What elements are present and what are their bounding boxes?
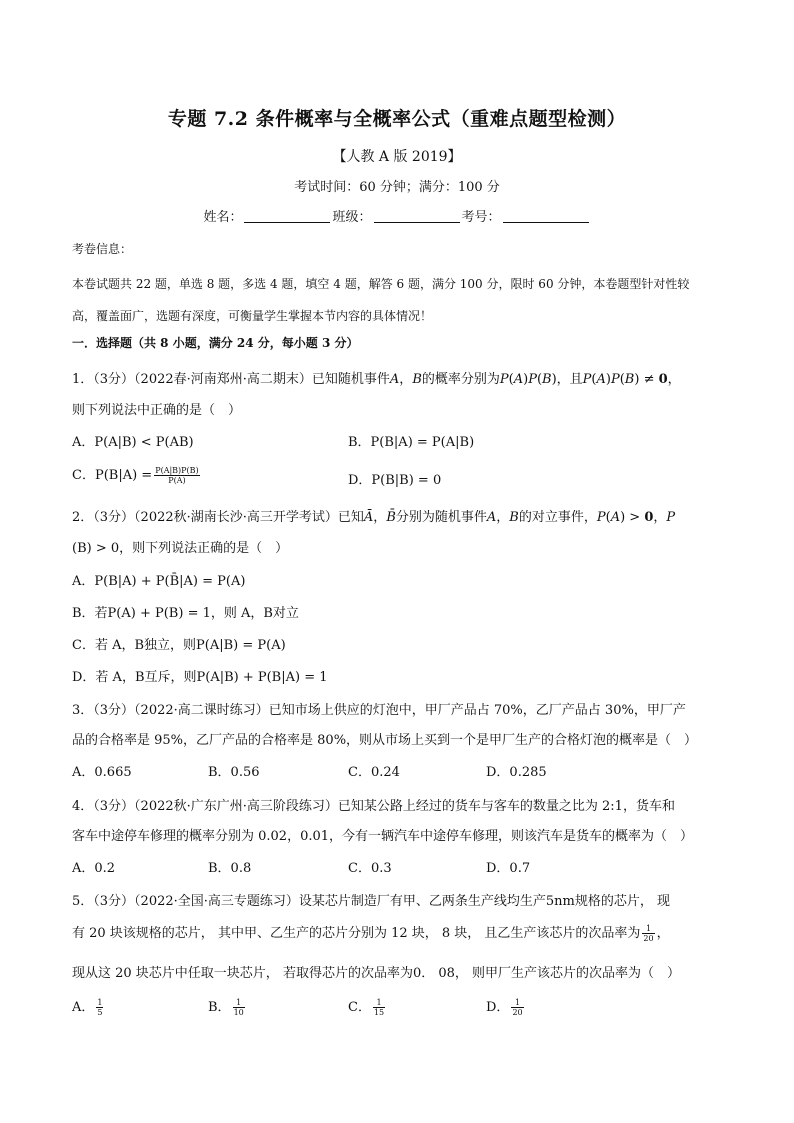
q4-option-a[interactable]: A．0.2: [72, 861, 116, 876]
q5-line-2: 有 20 块该规格的芯片， 其中甲、乙生产的芯片分别为 12 块， 8 块， 且乙生产该芯片的次品率为 $\frac{1}{20}$ ，: [72, 924, 670, 943]
q5-option-c[interactable]: C． $\frac{1}{15}$: [348, 998, 385, 1017]
q5-option-d[interactable]: D． $\frac{1}{20}$: [486, 998, 523, 1017]
info-label: 考卷信息：: [72, 242, 133, 256]
student-fields: [0, 206, 794, 225]
q5-option-a[interactable]: A． $\frac{1}{5}$: [72, 998, 103, 1017]
q3-line-1: 3．（3分）（2022·高二课时练习）已知市场上供应的灯泡中，甲厂产品占 70%，乙厂产品占 30%，甲厂产: [72, 703, 686, 718]
q2-option-c[interactable]: C．若 A，B独立，则P(A|B) = P(A): [72, 638, 286, 653]
q4-line-1: 4．（3分）（2022秋·广东广州·高三阶段练习）已知某公路上经过的货车与客车的数量之比为 2:1，货车和: [72, 799, 675, 814]
q1-option-a[interactable]: A．P(A|B) < P(AB): [72, 435, 194, 450]
q5-line-1: 5．（3分）（2022·全国·高三专题练习）设某芯片制造厂有甲、乙两条生产线均生产5nm规格的芯片， 现: [72, 894, 670, 909]
q2-option-b[interactable]: B．若P(A) + P(B) = 1，则 A，B对立: [72, 606, 299, 621]
q1-line-2: 则下列说法中正确的是（ ）: [72, 403, 242, 418]
q3-line-2: 品的合格率是 95%，乙厂产品的合格率是 80%，则从市场上买到一个是甲厂生产的合格灯泡的概率是（ ）: [72, 733, 698, 748]
number-label: 考号：: [461, 210, 501, 225]
q4-option-c[interactable]: C．0.3: [348, 861, 392, 876]
q3-option-d[interactable]: D．0.285: [486, 765, 547, 780]
q1-option-d[interactable]: D．P(B|B) = 0: [348, 473, 442, 488]
info-text: [72, 268, 724, 332]
section-heading: 一．选择题（共 8 小题，满分 24 分，每小题 3 分）: [72, 336, 359, 350]
q4-line-2: 客车中途停车修理的概率分别为 0.02，0.01，今有一辆汽车中途停车修理，则该汽车是货车的概率为（ ）: [72, 829, 694, 844]
q1-option-b[interactable]: B．P(B|A) = P(A|B): [348, 435, 475, 450]
q2-option-a[interactable]: A．P(B|A) + P(B̄|A) = P(A): [72, 574, 246, 589]
name-label: 姓名：: [203, 210, 243, 225]
q4-option-b[interactable]: B．0.8: [208, 861, 252, 876]
q1-line-1: 1．（3分）（2022春·河南郑州·高二期末）已知随机事件A，B的概率分别为P(A)P(B)，且P(A)P(B) ≠ 0，: [72, 372, 681, 387]
q1-option-c[interactable]: C．P(B|A) = $\frac{P(A|B)P(B)}{P(A)}$: [72, 466, 199, 485]
q5-option-b[interactable]: B． $\frac{1}{10}$: [208, 998, 244, 1017]
page-title: 专题 7.2 条件概率与全概率公式（重难点题型检测）: [167, 108, 627, 130]
class-label: 班级：: [332, 210, 372, 225]
name-blank[interactable]: [244, 210, 330, 223]
edition-label: 【人教 A 版 2019】: [332, 149, 462, 165]
q2-line-2: (B) > 0，则下列说法正确的是（ ）: [72, 541, 289, 556]
q2-line-1: 2．（3分）（2022秋·湖南长沙·高三开学考试）已知Ā，B̄分别为随机事件A，B的对立事件，P(A) > 0，P: [72, 510, 676, 525]
info-line-1: 本卷试题共 22 题，单选 8 题，多选 4 题，填空 4 题，解答 6 题，满分 100 分，限时 60 分钟，本卷题型针对性较: [72, 277, 690, 291]
number-blank[interactable]: [503, 210, 589, 223]
class-blank[interactable]: [374, 210, 460, 223]
q3-option-c[interactable]: C．0.24: [348, 765, 400, 780]
info-line-2: 高，覆盖面广，选题有深度，可衡量学生掌握本节内容的具体情况！: [72, 309, 433, 323]
q3-option-a[interactable]: A．0.665: [72, 765, 132, 780]
exam-time: 考试时间：60 分钟；满分：100 分: [294, 180, 500, 195]
q3-option-b[interactable]: B．0.56: [208, 765, 260, 780]
q2-option-d[interactable]: D．若 A，B互斥，则P(A|B) + P(B|A) = 1: [72, 670, 328, 685]
q4-option-d[interactable]: D．0.7: [486, 861, 531, 876]
q5-line-3: 现从这 20 块芯片中任取一块芯片， 若取得芯片的次品率为0． 08， 则甲厂生产该芯片的次品率为（ ）: [72, 966, 681, 981]
